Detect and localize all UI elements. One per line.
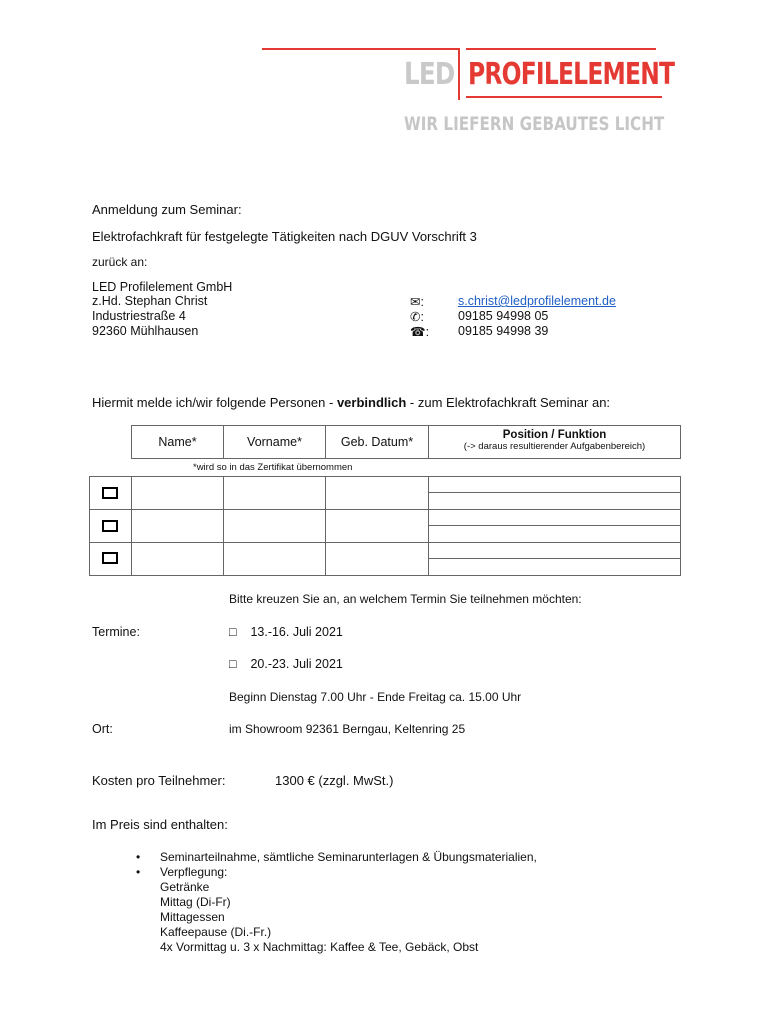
logo-profilelement-text: PROFILELEMENT: [468, 57, 675, 92]
verpflegung-kaffee-detail: 4x Vormittag u. 3 x Nachmittag: Kaffee & Tee, Gebäck, Obst: [160, 940, 479, 954]
row3-checkbox[interactable]: [102, 552, 118, 564]
address-company: LED Profilelement GmbH: [92, 280, 233, 294]
kaffee-label: Kaffeepause: [160, 925, 228, 939]
row3-geb-field[interactable]: [325, 542, 429, 576]
mittag-label: Mittag: [160, 895, 193, 909]
table-note: *wird so in das Zertifikat übernommen: [193, 462, 353, 473]
verpflegung-kaffee: [160, 925, 537, 940]
phone-number: 09185 94998 05: [458, 309, 549, 323]
row1-name-field[interactable]: [131, 476, 224, 510]
verpflegung-mittagessen: Mittagessen: [160, 910, 225, 924]
email-link[interactable]: s.christ@ledprofilelement.de: [458, 294, 616, 308]
row3-vorname-field[interactable]: [223, 542, 326, 576]
heading-line2: Elektrofachkraft für festgelegte Tätigkeiten nach DGUV Vorschrift 3: [92, 229, 477, 244]
kaffee-days: (Di.-Fr.): [227, 925, 272, 939]
intro-post: - zum Elektrofachkraft Seminar an:: [406, 395, 611, 410]
header-geb-cell: [325, 425, 429, 459]
ort-label: Ort:: [92, 722, 113, 736]
header-position: Position / Funktion: [502, 429, 607, 441]
logo-line-top-right: [466, 48, 656, 50]
verpflegung-mittag: [160, 895, 537, 910]
mittag-days: (Di-Fr): [192, 895, 231, 909]
intro-pre: Hiermit melde ich/wir folgende Personen -: [92, 395, 337, 410]
row1-position-field-b[interactable]: [428, 492, 681, 510]
heading-line3: zurück an:: [92, 255, 148, 269]
logo-led-text: LED: [404, 57, 455, 92]
row1-vorname-field[interactable]: [223, 476, 326, 510]
termine-option1[interactable]: □ 13.-16. Juli 2021: [229, 625, 343, 639]
row3-position-field-a[interactable]: [428, 542, 681, 559]
row2-geb-field[interactable]: [325, 509, 429, 543]
fax-icon: ☎:: [410, 325, 430, 339]
termine-label: Termine:: [92, 625, 140, 639]
verpflegung-getraenke: Getränke: [160, 880, 210, 894]
kosten-value: 1300 € (zzgl. MwSt.): [275, 773, 394, 788]
email-icon: ✉:: [410, 295, 424, 309]
logo-line-left: [262, 48, 458, 50]
row2-vorname-field[interactable]: [223, 509, 326, 543]
termine-time: Beginn Dienstag 7.00 Uhr - Ende Freitag ca. 15.00 Uhr: [229, 690, 522, 704]
heading-line1: Anmeldung zum Seminar:: [92, 202, 242, 217]
header-name-cell: [131, 425, 224, 459]
logo-line-bottom: [466, 96, 662, 98]
intro-text: [92, 395, 610, 410]
logo-tagline: WIR LIEFERN GEBAUTES LICHT: [404, 113, 665, 135]
logo-divider: [458, 48, 460, 100]
address-attn: z.Hd. Stephan Christ: [92, 294, 208, 308]
preis-item-seminar: [160, 850, 537, 865]
termine-prompt: Bitte kreuzen Sie an, an welchem Termin Sie teilnehmen möchten:: [229, 592, 582, 606]
fax-number: 09185 94998 39: [458, 324, 549, 338]
verpflegung-label: Verpflegung:: [160, 865, 228, 879]
address-city: 92360 Mühlhausen: [92, 324, 199, 338]
intro-bold: verbindlich: [336, 395, 407, 410]
row1-geb-field[interactable]: [325, 476, 429, 510]
row1-position-field-a[interactable]: [428, 476, 681, 493]
phone-icon: ✆:: [410, 310, 424, 324]
termine-option2[interactable]: □ 20.-23. Juli 2021: [229, 657, 343, 671]
header-position-sub: (-> daraus resultierender Aufgabenbereich): [463, 441, 646, 452]
preis-item-verpflegung: [160, 865, 537, 880]
preis-item-seminar-text: Seminarteilnahme, sämtliche Seminarunterlagen & Übungsmaterialien,: [160, 850, 537, 864]
header-name: Name*: [158, 435, 197, 449]
row2-checkbox[interactable]: [102, 520, 118, 532]
preis-title: Im Preis sind enthalten:: [92, 817, 228, 832]
preis-list: [136, 850, 537, 955]
header-geb: Geb. Datum*: [340, 435, 414, 449]
row3-name-field[interactable]: [131, 542, 224, 576]
row2-position-field-b[interactable]: [428, 525, 681, 543]
row2-position-field-a[interactable]: [428, 509, 681, 526]
kosten-label: Kosten pro Teilnehmer:: [92, 773, 226, 788]
row1-checkbox[interactable]: [102, 487, 118, 499]
row2-name-field[interactable]: [131, 509, 224, 543]
row3-position-field-b[interactable]: [428, 558, 681, 576]
address-street: Industriestraße 4: [92, 309, 186, 323]
header-position-cell: [428, 425, 681, 459]
header-vorname-cell: [223, 425, 326, 459]
header-vorname: Vorname*: [247, 435, 302, 449]
ort-value: im Showroom 92361 Berngau, Keltenring 25: [229, 722, 466, 736]
